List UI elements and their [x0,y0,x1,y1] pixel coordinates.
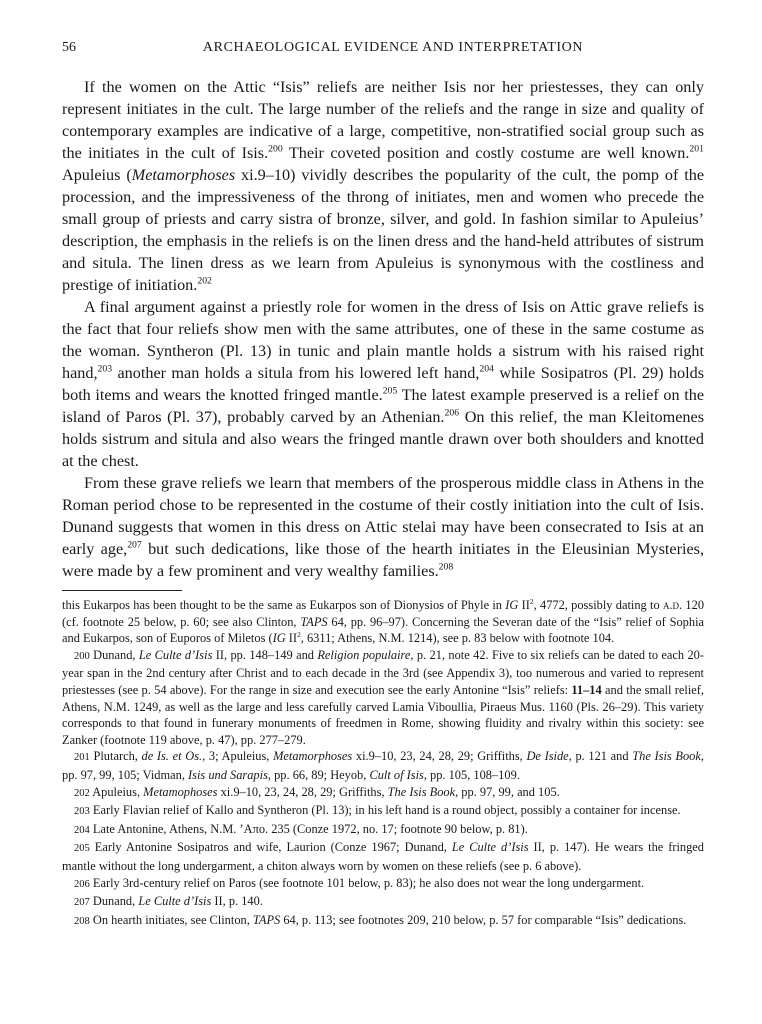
footnote-number: 205 [74,843,90,855]
footnote-201 [62,748,704,783]
italic-title: Religion populaire [317,647,411,662]
footnote-number: 201 [74,752,90,764]
text: The latest example preserved is a relief on the island of Paros (Pl. 37), probably carved by an Athenian. [62,386,704,426]
footnote-204 [62,821,704,840]
text: , p. 121 and [568,749,633,764]
italic-title: Metamophoses [143,784,218,799]
italic-title: Isis und Sarapis [188,767,268,782]
footnote-ref: 201 [689,143,704,155]
footnote-number: 200 [74,650,90,662]
text: Plutarch, [89,749,142,764]
italic-title: TAPS [252,912,281,927]
text: 64, p. 113; see footnotes 209, 210 below, p. 57 for comparable “Isis” dedications. [280,912,687,927]
text: xi.9–10) vividly describes the popularity of the cult, the pomp of the procession, and the impressiveness of the throng of initiates, men and women who precede the small group of priests and carry sistra of bronze, silver, and gold. In fashion similar to Apuleius’ description, the emphasis in the reliefs is on the linen dress and the hand-held attributes of sistrum and situla. The linen dress as we learn from Apuleius is synonymous with the costliness and prestige of initiation. [62,166,705,294]
text: Apuleius, [89,784,144,799]
footnote-ref: 203 [97,363,113,375]
text: Their coveted position and costly costume are well known. [282,144,690,162]
footnote-203 [62,802,704,821]
text: Dunand, [89,647,139,662]
text: another man holds a situla from his lowered left hand, [112,364,480,382]
body-paragraph-3 [62,472,704,582]
footnotes [62,597,704,930]
text: Early Flavian relief of Kallo and Syntheron (Pl. 13); in his left hand is a round object, possibly a container for incense. [89,803,681,818]
footnote-number: 203 [74,806,90,818]
text: this Eukarpos has been thought to be the same as Eukarpos son of Dionysios of Phyle in [62,598,506,612]
text: If the women on the Attic “Isis” reliefs are neither Isis nor her priestesses, they can only represent initiates in the cult. The large number of the reliefs and the range in size and quality of contemporary examples are indicative of a large, competitive, non-stratified social group such as the initiates in the cult of Isis. [62,78,704,162]
running-header [62,40,704,70]
catalog-numbers: 11–14 [571,682,602,697]
superscript: 2 [529,596,534,606]
page [62,40,704,930]
text: , 4772, possibly dating to [533,598,663,612]
era-abbrev: a.d. [662,598,683,612]
page-number: 56 [62,40,76,55]
text: II, p. 140. [211,894,263,909]
footnote-200 [62,647,704,749]
italic-title: De Iside [526,749,569,764]
text: while Sosipatros (Pl. 29) holds both items and wears the knotted fringed mantle. [62,364,704,404]
superscript: 2 [297,630,301,640]
text: , pp. 97, 99, 105; Vidman, [62,749,704,782]
footnote-number: 202 [74,787,90,799]
text: , pp. 66, 89; Heyob, [267,767,370,782]
text: A final argument against a priestly role for women in the dress of Isis on Attic grave reliefs is the fact that four reliefs show men with the same attributes, one of these in the same costume as the woman. Syntheron (Pl. 13) in tunic and plain mantle holds a sistrum with his raised right hand, [62,298,704,382]
text: 120 (cf. footnote 25 below, p. 60; see also Clinton, [62,598,705,629]
footnote-ref: 205 [382,385,398,397]
text: On hearth initiates, see Clinton, [89,912,253,927]
footnote-202 [62,784,704,803]
main-text [62,76,704,582]
italic-title: Le Culte d’Isis [138,647,213,662]
footnote-number: 208 [74,915,90,927]
footnote-ref: 200 [268,143,283,155]
text: but such dedications, like those of the hearth initiates in the Eleusinian Mysteries, were made by a few prominent and very wealthy families. [62,540,704,580]
footnote-207 [62,893,704,912]
text: , 3; Apuleius, [202,749,274,764]
italic-title: IG [505,598,519,612]
text: II, p. 147). He wears the fringed mantle without the long undergarment, a chiton always worn by women on these reliefs (see p. 6 above). [62,840,704,873]
footnote-ref: 206 [444,407,460,419]
footnote-208 [62,912,704,931]
text: 64, pp. 96–97). Concerning the Severan date of the “Isis” relief of Sophia and Eukarpos, son of Euporos of Miletos ( [62,614,705,646]
text: Apuleius ( [62,166,132,184]
text: , 6311; Athens, N.M. 1214), see p. 83 below with footnote 104. [300,631,615,646]
footnote-206 [62,875,704,894]
italic-title: de Is. et Os. [141,749,203,764]
text: , p. 21, note 42. Five to six reliefs can be dated to each 20-year span in the 2nd century after Christ and to each decade in the 3rd (see Appendix 3), too numerous and varied to represent priestesses (see p. 54 above). For the range in size and execution see the early Antonine “Isis” reliefs: [62,647,704,697]
footnote-number: 207 [74,897,90,909]
text: Dunand, [89,894,139,909]
text: II [518,598,530,612]
text: II, pp. 148–149 and [212,647,318,662]
italic-title: Metamorphoses [131,166,236,184]
italic-title: The Isis Book [632,749,701,764]
footnote-number: 206 [74,878,90,890]
footnote-ref: 207 [127,539,142,551]
footnote-ref: 204 [479,363,494,375]
footnote-ref: 208 [438,561,454,573]
text: and the small relief, Athens, N.M. 1249, as well as the large and less carefully carved Lamia Viboullia, Piraeus Mus. 1160 (Pls. 26–29). This variety corresponds to that found in funerary monuments of freedmen in Rome, showing fluidity and rivalry within this society: see Zanker (footnote 119 above, p. 47), pp. 277–279. [62,682,705,747]
footnote-ref: 202 [197,275,212,287]
italic-title: TAPS [300,614,328,629]
text: Early Antonine Sosipatros and wife, Laurion (Conze 1967; Dunand, [89,840,452,855]
running-title: ARCHAEOLOGICAL EVIDENCE AND INTERPRETATION [202,40,584,55]
text: II [285,631,298,646]
text: Early 3rd-century relief on Paros (see footnote 101 below, p. 83); he also does not wear the long undergarment. [89,875,645,890]
body-paragraph-1 [62,76,704,296]
italic-title: IG [272,631,286,646]
text: From these grave reliefs we learn that members of the prosperous middle class in Athens in the Roman period chose to be represented in the costume of their costly initiation into the cult of Isis. Dunand suggests that women in this dress on Attic stelai may have been consecrated to Isis at an early age, [62,474,704,558]
italic-title: Cult of Isis [369,767,424,782]
italic-title: The Isis Book [387,784,456,799]
text: xi.9–10, 23, 24, 28, 29; Griffiths, [352,749,527,764]
italic-title: Metamorphoses [273,749,353,764]
footnote-continuation [62,597,704,647]
footnote-divider [62,590,182,591]
footnote-number: 204 [74,824,90,836]
text: xi.9–10, 23, 24, 28, 29; Griffiths, [217,784,388,799]
italic-title: Le Culte d’Isis [138,894,212,909]
body-paragraph-2 [62,296,704,472]
text: , pp. 105, 108–109. [423,767,520,782]
footnote-205 [62,839,704,874]
text: On this relief, the man Kleitomenes holds sistrum and situla and also wears the fringed mantle drawn over both shoulders and knotted at the chest. [62,408,704,470]
italic-title: Le Culte d’Isis [451,840,529,855]
text: Late Antonine, Athens, N.M. ’Aπο. 235 (Conze 1972, no. 17; footnote 90 below, p. 81). [89,821,528,836]
text: , pp. 97, 99, and 105. [455,784,560,799]
